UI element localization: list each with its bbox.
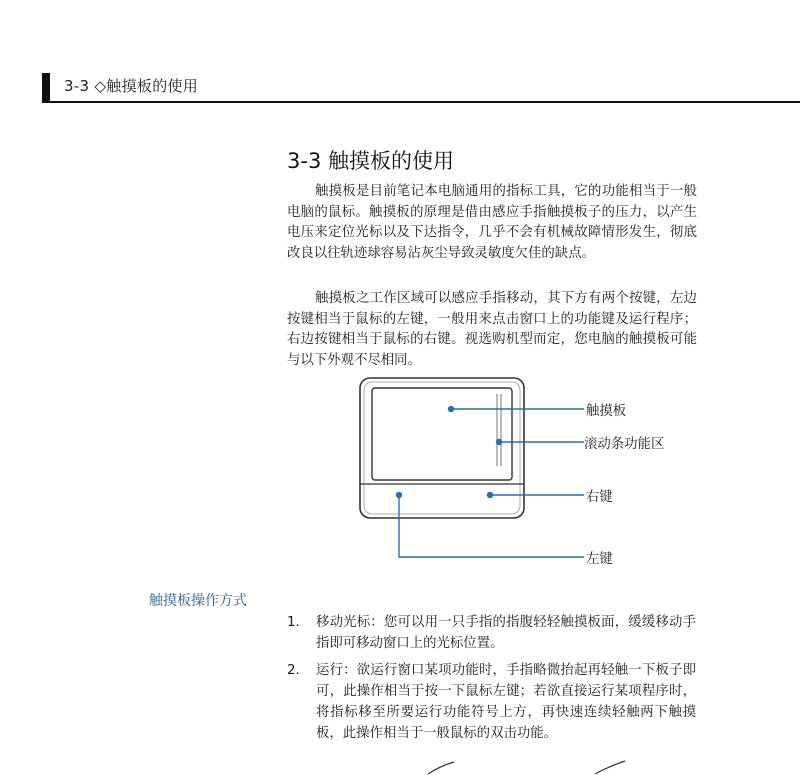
label-right-button: 右键: [586, 490, 613, 505]
scroll-point: [496, 439, 502, 445]
right-button-point: [487, 492, 493, 498]
left-button-point: [396, 492, 402, 498]
paragraph-intro: 触摸板是目前笔记本电脑通用的指标工具，它的功能相当于一般电脑的鼠标。触摸板的原理是借由感应手指触摸板子的压力，以产生电压来定位光标以及下达指令，几乎不会有机械故障情形发生，彻底改良以往轨迹球容易沾灰尘导致灵敏度欠佳的缺点。: [287, 184, 697, 261]
list-item-number: 2.: [287, 663, 300, 678]
header-marker: [42, 73, 50, 103]
touchpad-point: [448, 406, 454, 412]
list-item-number: 1.: [287, 615, 300, 630]
touchpad-diagram: [350, 374, 690, 574]
illustration-fragment: [420, 760, 660, 775]
header-rule: [42, 101, 800, 103]
list-item-text: 移动光标：您可以用一只手指的指腹轻轻触摸板面，缓缓移动手指即可移动窗口上的光标位置。: [316, 615, 696, 651]
label-scroll-area: 滚动条功能区: [584, 437, 665, 452]
paragraph-work-area: 触摸板之工作区域可以感应手指移动，其下方有两个按键，左边按键相当于鼠标的左键，一般用来点击窗口上的功能键及运行程序；右边按键相当于鼠标的右键。视选购机型而定，您电脑的触摸板可能与以下外观不尽相同。: [287, 291, 697, 368]
section-title: 3-3 触摸板的使用: [287, 149, 454, 173]
running-header: 3-3 ◇触摸板的使用: [64, 77, 199, 95]
list-item-text: 运行：欲运行窗口某项功能时，手指略微抬起再轻触一下板子即可，此操作相当于按一下鼠标左键；若欲直接运行某项程序时，将指标移至所要运行功能符号上方，再快速连续轻触两下触摸板，此操作相当于一般鼠标的双击功能。: [316, 663, 696, 741]
label-left-button: 左键: [586, 552, 613, 567]
touchpad-illustration: [350, 374, 690, 574]
side-heading: 触摸板操作方式: [149, 593, 247, 609]
touchpad-surface: [372, 388, 512, 480]
label-touchpad: 触摸板: [586, 404, 627, 419]
